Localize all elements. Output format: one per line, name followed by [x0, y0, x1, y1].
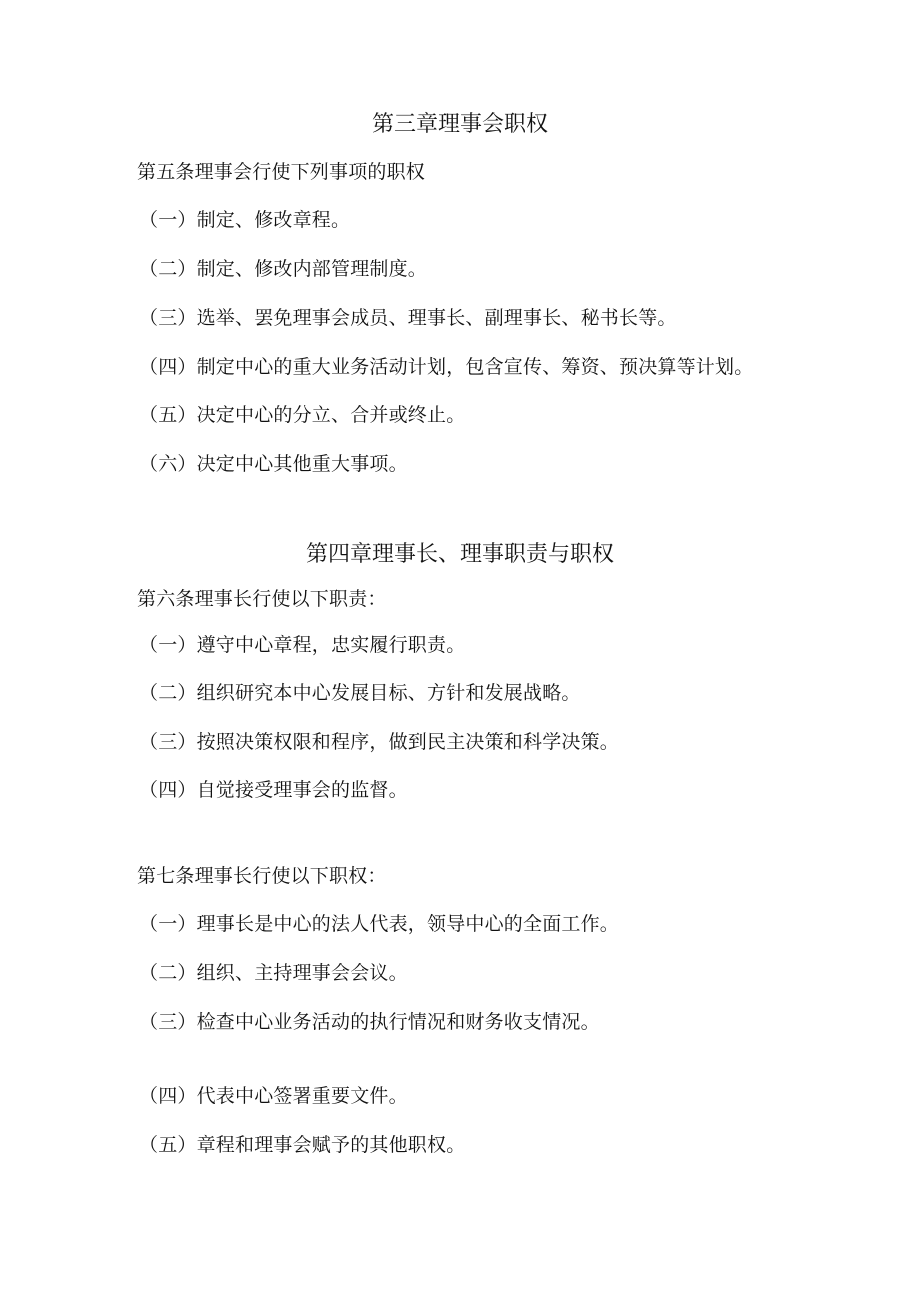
article-5-item-2: （二）制定、修改内部管理制度。 — [139, 258, 428, 280]
article-5-item-4: （四）制定中心的重大业务活动计划，包含宣传、筹资、预决算等计划。 — [139, 356, 754, 378]
article-7-item-1: （一）理事长是中心的法人代表，领导中心的全面工作。 — [139, 913, 620, 935]
article-7-item-2: （二）组织、主持理事会会议。 — [139, 962, 408, 984]
article-6-item-3: （三）按照决策权限和程序，做到民主决策和科学决策。 — [139, 731, 620, 753]
article-6-item-2: （二）组织研究本中心发展目标、方针和发展战略。 — [139, 682, 581, 704]
article-7-item-3: （三）检查中心业务活动的执行情况和财务收支情况。 — [139, 1011, 600, 1033]
article-7-intro: 第七条理事长行使以下职权： — [137, 865, 387, 887]
article-6-intro: 第六条理事长行使以下职责： — [137, 588, 387, 610]
article-5-item-5: （五）决定中心的分立、合并或终止。 — [139, 404, 466, 426]
chapter-4-title: 第四章理事长、理事职责与职权 — [305, 542, 614, 567]
article-6-item-1: （一）遵守中心章程，忠实履行职责。 — [139, 634, 466, 656]
article-7-item-5: （五）章程和理事会赋予的其他职权。 — [139, 1134, 466, 1156]
chapter-3-title: 第三章理事会职权 — [371, 112, 548, 137]
article-6-item-4: （四）自觉接受理事会的监督。 — [139, 779, 408, 801]
article-7-item-4: （四）代表中心签署重要文件。 — [139, 1085, 408, 1107]
article-5-item-1: （一）制定、修改章程。 — [139, 209, 351, 231]
article-5-item-6: （六）决定中心其他重大事项。 — [139, 453, 408, 475]
article-5-item-3: （三）选举、罢免理事会成员、理事长、副理事长、秘书长等。 — [139, 307, 677, 329]
article-5-intro: 第五条理事会行使下列事项的职权 — [137, 161, 426, 183]
